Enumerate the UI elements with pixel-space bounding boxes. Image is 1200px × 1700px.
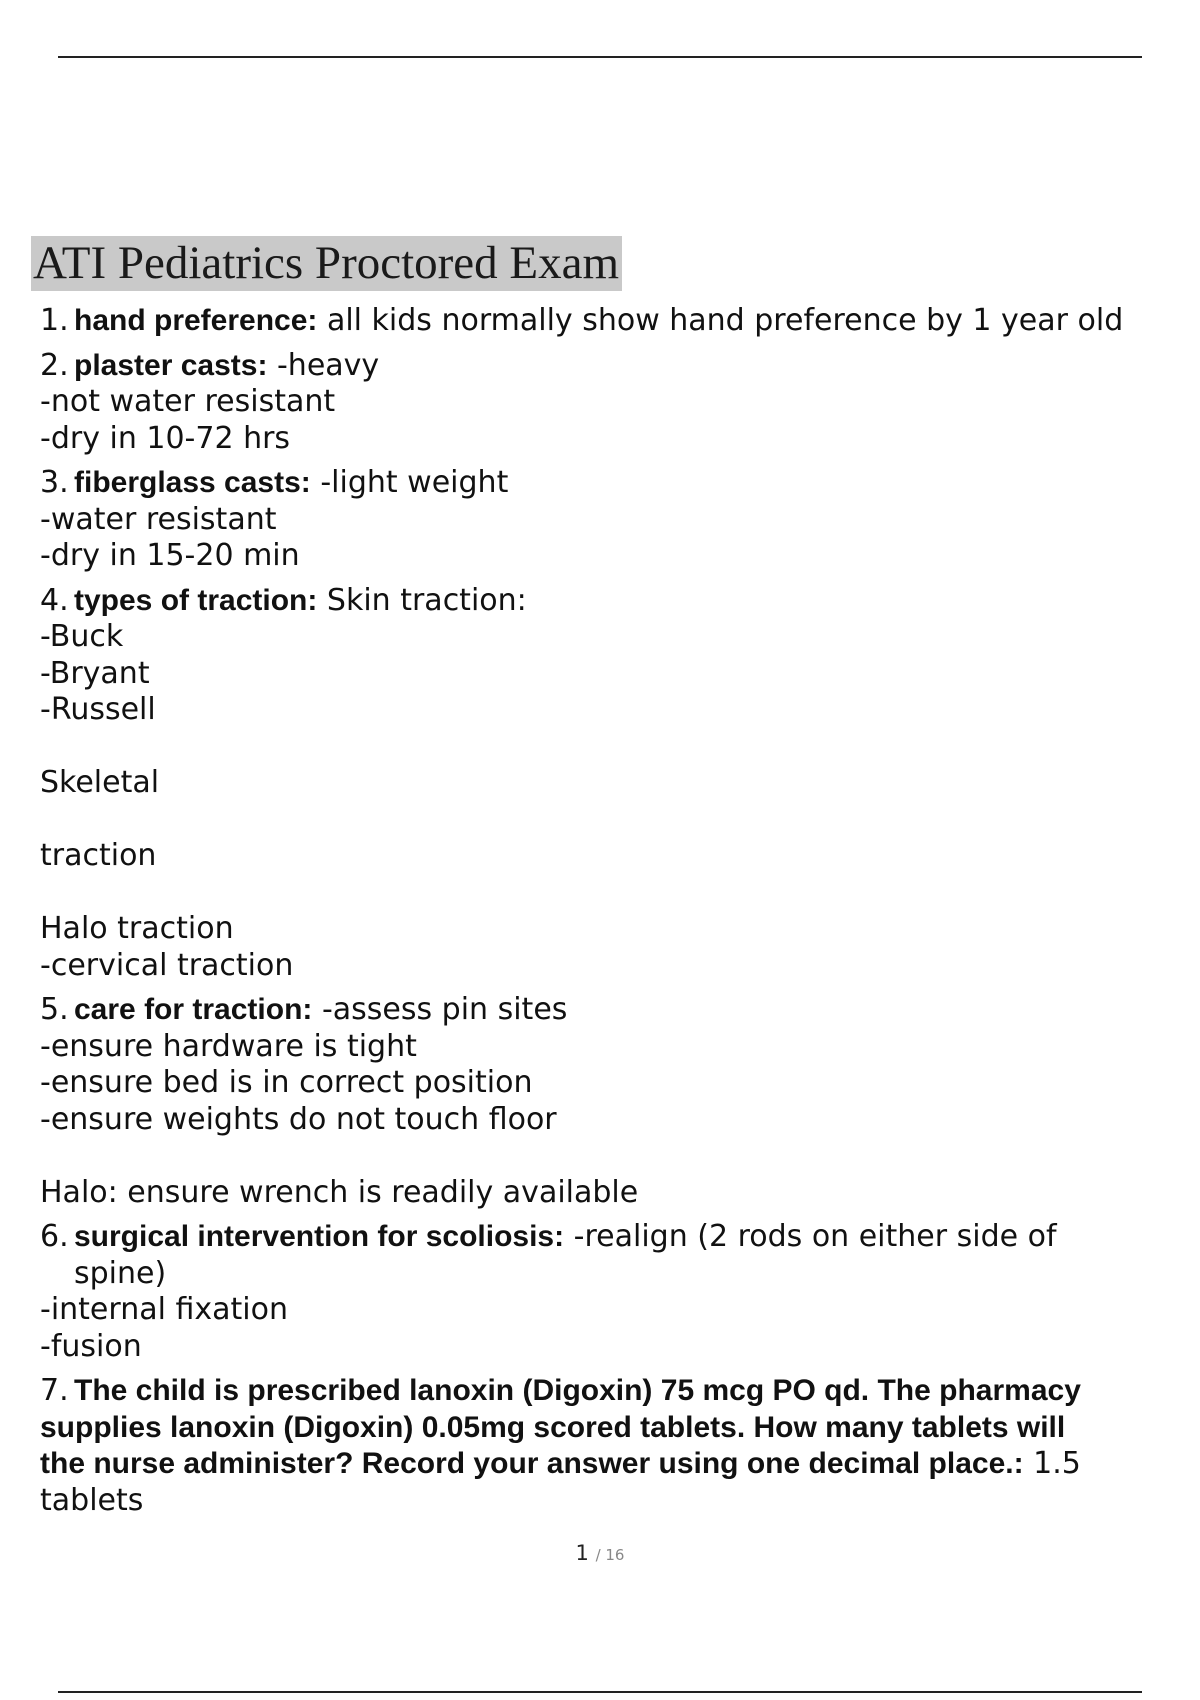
- item-number: 5.: [40, 992, 69, 1027]
- item-definition-line: -cervical traction: [40, 947, 294, 983]
- item-term: hand preference:: [74, 304, 318, 337]
- item-term-line: supplies lanoxin (Digoxin) 0.05mg scored tablets. How many tablets will: [40, 1410, 1066, 1444]
- list-item: [40, 1373, 1200, 1519]
- blank-line: [40, 729, 1200, 766]
- blank-line: [40, 1138, 1200, 1175]
- item-term: care for traction:: [74, 993, 313, 1026]
- page-indicator: [0, 1541, 1200, 1565]
- item-definition: all kids normally show hand preference by 1 year old: [326, 303, 1124, 338]
- item-definition-line: spine): [74, 1255, 167, 1291]
- list-item: [40, 465, 1200, 575]
- page-current: 1: [575, 1541, 589, 1565]
- item-definition: -assess pin sites: [321, 992, 568, 1027]
- item-number: 3.: [40, 465, 69, 500]
- item-definition-line: Skeletal: [40, 765, 160, 800]
- item-term: plaster casts:: [74, 348, 268, 382]
- item-number: 2.: [40, 347, 69, 383]
- blank-line: [40, 875, 1200, 912]
- item-definition-line: -ensure bed is in correct position: [40, 1065, 533, 1100]
- page-total: / 16: [595, 1546, 625, 1564]
- item-term: The child is prescribed lanoxin (Digoxin) 75 mcg PO qd. The pharmacy: [74, 1374, 1081, 1407]
- item-definition-line: -water resistant: [40, 501, 277, 537]
- item-definition-line: -ensure weights do not touch floor: [40, 1101, 557, 1137]
- item-term: types of traction:: [74, 583, 318, 617]
- item-answer-line: tablets: [40, 1482, 144, 1518]
- document-title: ATI Pediatrics Proctored Exam: [31, 236, 622, 291]
- item-term: fiberglass casts:: [74, 466, 311, 499]
- item-definition-line: -dry in 15-20 min: [40, 538, 300, 573]
- list-item: [40, 303, 1200, 340]
- item-number: 6.: [40, 1219, 69, 1254]
- item-definition-line: -internal fixation: [40, 1292, 288, 1327]
- flashcard-list: [40, 303, 1200, 1527]
- item-term-line: the nurse administer? Record your answer using one decimal place.:: [40, 1447, 1024, 1480]
- list-item: [40, 992, 1200, 1211]
- item-number: 4.: [40, 582, 69, 618]
- item-answer: 1.5: [1033, 1446, 1081, 1481]
- item-definition-line: -Buck: [40, 619, 124, 654]
- item-definition: -light weight: [320, 465, 509, 500]
- top-rule: [58, 56, 1142, 58]
- item-definition: -heavy: [276, 347, 380, 383]
- item-definition: Skin traction:: [326, 582, 527, 618]
- item-definition-line: -dry in 10-72 hrs: [40, 420, 291, 456]
- item-definition-line: Halo: ensure wrench is readily available: [40, 1174, 639, 1210]
- item-definition: -realign (2 rods on either side of: [573, 1219, 1057, 1254]
- item-number: 7.: [40, 1373, 69, 1408]
- bottom-rule: [58, 1691, 1142, 1693]
- list-item: [40, 1219, 1200, 1365]
- list-item: [40, 583, 1200, 985]
- blank-line: [40, 802, 1200, 839]
- item-definition-line: -Russell: [40, 692, 156, 727]
- item-definition-line: -ensure hardware is tight: [40, 1028, 417, 1064]
- item-term: surgical intervention for scoliosis:: [74, 1220, 565, 1253]
- list-item: [40, 348, 1200, 458]
- item-definition-line: -fusion: [40, 1328, 142, 1364]
- item-number: 1.: [40, 303, 69, 338]
- item-definition-line: Halo traction: [40, 911, 234, 946]
- item-definition-line: traction: [40, 838, 157, 873]
- item-definition-line: -Bryant: [40, 655, 150, 691]
- item-definition-line: -not water resistant: [40, 384, 336, 419]
